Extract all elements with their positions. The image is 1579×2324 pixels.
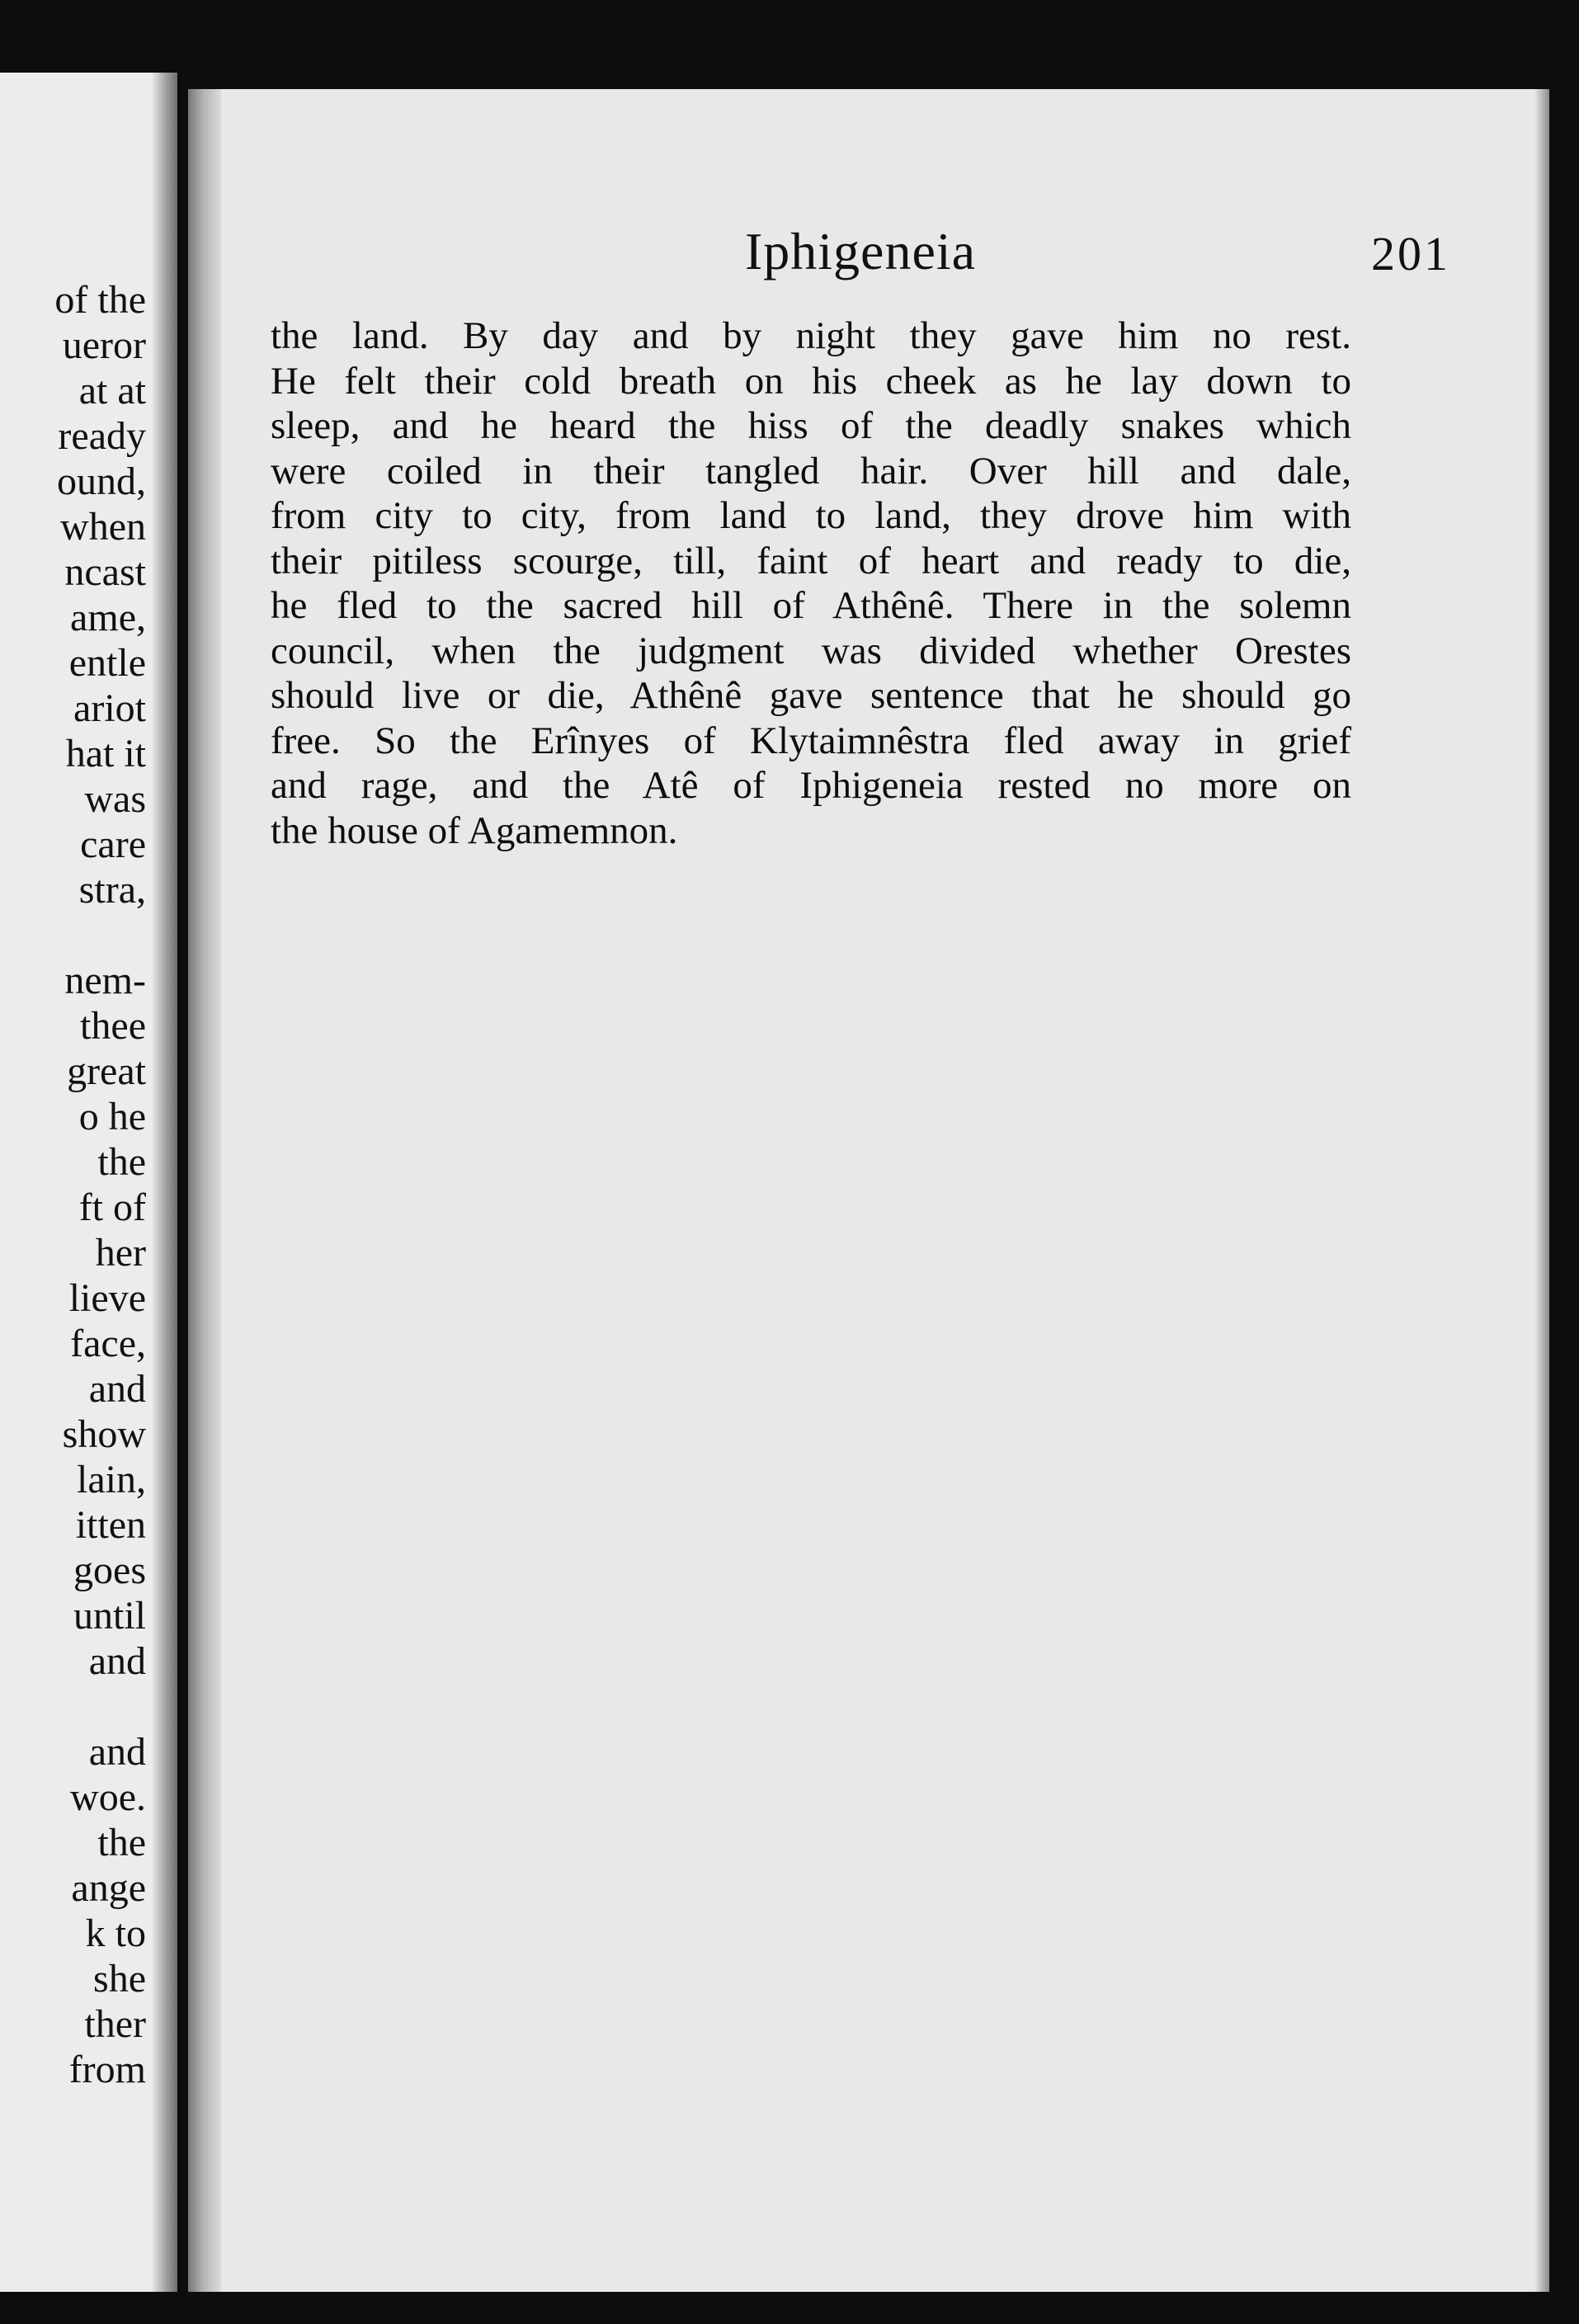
text-line: free. So the Erînyes of Klytaimnêstra fled away in grief bbox=[271, 719, 1351, 762]
left-line: from bbox=[68, 2048, 146, 2091]
text-line: should live or die, Athênê gave sentence that he should go bbox=[271, 674, 1351, 717]
right-page bbox=[188, 89, 1549, 2292]
text-line: sleep, and he heard the hiss of the deadly snakes which bbox=[271, 404, 1351, 447]
text-line: he fled to the sacred hill of Athênê. There in the solemn bbox=[271, 584, 1351, 627]
left-line: face, bbox=[70, 1322, 146, 1365]
left-line: show bbox=[62, 1412, 146, 1456]
left-page bbox=[0, 73, 177, 2292]
left-line: stra, bbox=[78, 868, 146, 912]
text-line: He felt their cold breath on his cheek as he lay down to bbox=[271, 359, 1351, 403]
left-line: the bbox=[97, 1140, 146, 1184]
left-line: when bbox=[60, 505, 146, 549]
left-line: o he bbox=[78, 1095, 146, 1138]
text-line: council, when the judgment was divided whether Orestes bbox=[271, 629, 1351, 672]
text-line: their pitiless scourge, till, faint of heart and ready to die, bbox=[271, 539, 1351, 582]
left-line: woe. bbox=[70, 1775, 146, 1819]
left-line: of the bbox=[54, 278, 146, 322]
left-line: lain, bbox=[77, 1458, 146, 1501]
left-line: ame, bbox=[70, 596, 146, 639]
left-line: she bbox=[93, 1957, 146, 2001]
text-line: the house of Agamemnon. bbox=[271, 808, 678, 852]
left-line: nem- bbox=[64, 959, 146, 1002]
left-page-gutter-shadow bbox=[153, 73, 177, 2292]
left-line: entle bbox=[68, 641, 146, 685]
left-line: ueror bbox=[62, 323, 146, 367]
binding-shadow bbox=[188, 89, 221, 2292]
running-title: Iphigeneia bbox=[744, 222, 977, 280]
left-line: and bbox=[88, 1639, 146, 1683]
left-line: ound, bbox=[57, 460, 146, 503]
left-line: hat it bbox=[65, 732, 146, 775]
text-line: and rage, and the Atê of Iphigeneia rested no more on bbox=[271, 764, 1351, 807]
left-line: ariot bbox=[73, 686, 146, 730]
page-header bbox=[271, 221, 1450, 287]
text-line: from city to city, from land to land, they drove him with bbox=[271, 494, 1351, 537]
page-edge-shadow bbox=[1534, 89, 1549, 2292]
body-text bbox=[271, 313, 1351, 853]
left-line: and bbox=[88, 1730, 146, 1774]
left-line bbox=[0, 912, 146, 958]
left-line: and bbox=[88, 1367, 146, 1411]
left-line: goes bbox=[73, 1549, 146, 1592]
left-line: at at bbox=[78, 369, 146, 412]
left-line: lieve bbox=[68, 1276, 146, 1320]
left-line: her bbox=[95, 1231, 146, 1275]
text-line: were coiled in their tangled hair. Over hill and dale, bbox=[271, 449, 1351, 493]
left-line: care bbox=[80, 823, 146, 866]
left-line: itten bbox=[75, 1503, 146, 1547]
text-line: the land. By day and by night they gave him no rest. bbox=[271, 314, 1351, 357]
left-line: the bbox=[97, 1821, 146, 1864]
left-page-text bbox=[0, 277, 146, 2092]
left-line: ft of bbox=[78, 1186, 146, 1229]
left-line: ther bbox=[84, 2002, 146, 2046]
left-line: ange bbox=[71, 1866, 146, 1910]
left-line: until bbox=[73, 1594, 146, 1638]
left-line: ready bbox=[58, 414, 146, 458]
left-line: thee bbox=[80, 1004, 146, 1048]
left-line: ncast bbox=[64, 550, 146, 594]
left-line bbox=[0, 1684, 146, 1729]
left-line: great bbox=[67, 1049, 146, 1093]
left-line: k to bbox=[85, 1912, 146, 1955]
page-number: 201 bbox=[1371, 227, 1450, 280]
left-line: was bbox=[84, 777, 146, 821]
